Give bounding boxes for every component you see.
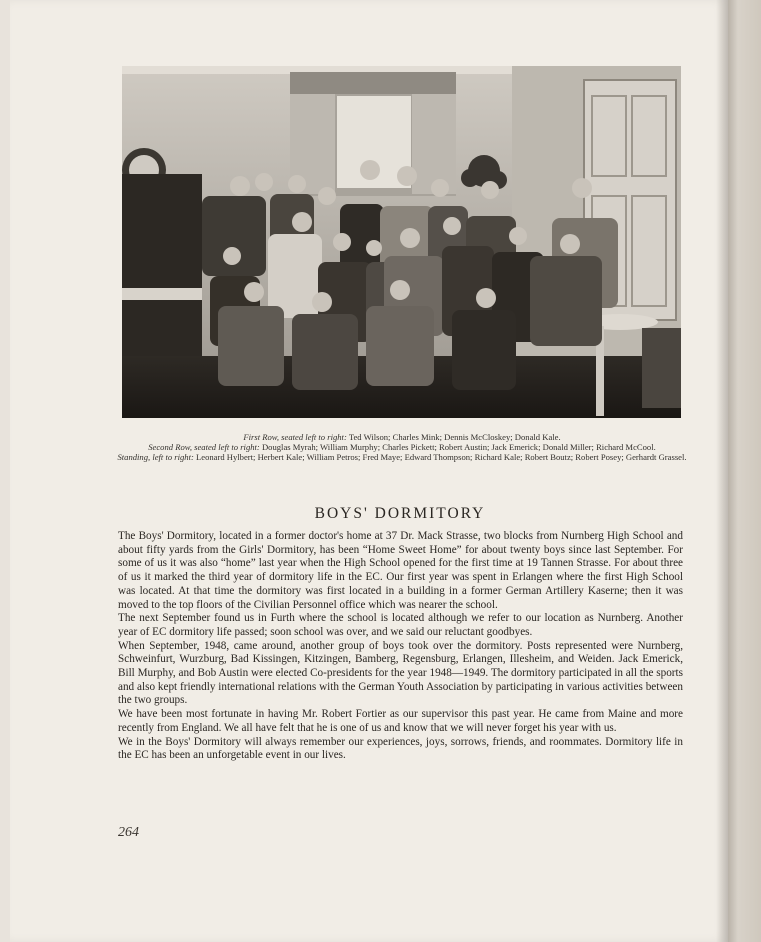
caption-standing-lead: Standing, left to right: bbox=[117, 452, 194, 462]
caption-first-row bbox=[112, 432, 692, 442]
paragraph: The Boys' Dormitory, located in a former doctor's home at 37 Dr. Mack Strasse, two blocks from Nurnberg High School and about fifty yards from the Girls' Dormitory, has been “Home Sweet Home” for about twenty boys since last September. For some of us it was also “home” last year when the High School opened for the first time at 19 Tannen Strasse. For about three of us it marked the third year of dormitory life in the EC. Our first year was spent in Erlangen where the first High School was located. At that time the dormitory was first located in a building in a former German Artillery Kaserne; then it was moved to the top floors of the Civilian Personnel office which was nearer the school. bbox=[118, 530, 683, 611]
caption-second-row bbox=[112, 442, 692, 452]
article-body bbox=[118, 530, 683, 763]
caption-standing-names: Leonard Hylbert; Herbert Kale; William Petros; Fred Maye; Edward Thompson; Richard Kale; Robert Boutz; Robert Posey; Gerhardt Grassel. bbox=[196, 452, 687, 462]
next-page-edge bbox=[728, 0, 761, 942]
paragraph: The next September found us in Furth where the school is located although we refer to our location as Nurnberg. Another year of EC dormitory life passed; soon school was over, and we said our reluctant goodbyes. bbox=[118, 612, 683, 638]
caption-standing bbox=[112, 452, 692, 462]
caption-first-row-lead: First Row, seated left to right: bbox=[243, 432, 347, 442]
section-heading: BOYS' DORMITORY bbox=[314, 505, 486, 522]
caption-second-row-names: Douglas Myrah; William Murphy; Charles Pickett; Robert Austin; Jack Emerick; Donald Miller; Richard McCool. bbox=[261, 442, 656, 452]
caption-first-row-names: Ted Wilson; Charles Mink; Dennis McCloskey; Donald Kale. bbox=[348, 432, 561, 442]
paragraph: We have been most fortunate in having Mr. Robert Fortier as our supervisor this past year. He came from Maine and more recently from England. We all have felt that he is one of us and know that we will never forget his year with us. bbox=[118, 708, 683, 734]
page-number: 264 bbox=[118, 825, 139, 840]
paragraph: When September, 1948, came around, another group of boys took over the dormitory. Posts represented were Nurnberg, Schweinfurt, Wurzburg, Bad Kissingen, Kitzingen, Bamberg, Regensburg, Erlangen, Illesheim, and Weiden. Jack Emerick, Bill Murphy, and Bob Austin were elected Co-presidents for the year 1948—1949. The dormitory participated in all the sports and also kept friendly international relations with the German Youth Association by participating in various activities between the two groups. bbox=[118, 639, 683, 707]
caption-second-row-lead: Second Row, seated left to right: bbox=[148, 442, 260, 452]
group-photo bbox=[122, 66, 681, 418]
paragraph: We in the Boys' Dormitory will always remember our experiences, joys, sorrows, friends, and roommates. Dormitory life in the EC has been an unforgetable event in our lives. bbox=[118, 735, 683, 762]
photo-caption bbox=[112, 432, 692, 462]
photo-illustration bbox=[122, 66, 681, 418]
